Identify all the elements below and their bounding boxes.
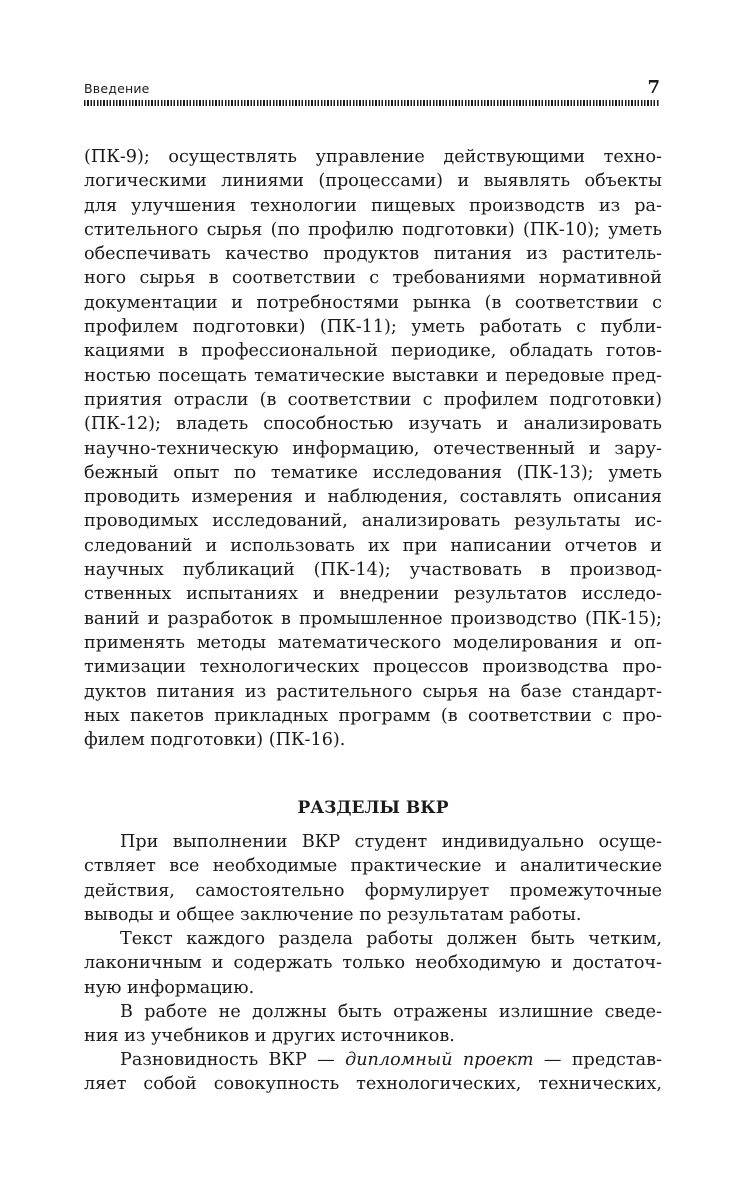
section-heading: РАЗДЕЛЫ ВКР [297,798,449,818]
paragraph-no-excess [84,1000,662,1049]
text-run: Разновидность ВКР — [120,1050,346,1070]
text-line: дуктов питания из растительного сырья на базе стандарт- [84,681,662,702]
text-line: ных пакетов прикладных программ (в соответствии с про- [84,705,662,726]
text-line: логическими линиями (процессами) и выявлять объекты [84,171,662,192]
text-line: следований и использовать их при написании отчетов и [84,535,662,556]
page-number: 7 [647,77,660,98]
text-line: В работе не должны быть отражены излишние сведе- [120,1002,662,1022]
text-line: документации и потребностями рынка (в соответствии с [84,292,662,313]
text-line: филем подготовки) (ПК-16). [84,730,346,751]
text-line: ствляет все необходимые практические и аналитические [84,856,662,877]
text-line: ную информацию. [84,977,255,998]
text-line: Текст каждого раздела работы должен быть четким, [120,929,662,949]
paragraph-competencies [84,145,662,752]
paragraph-diploma-project [84,1048,662,1097]
text-line: кациями в профессиональной периодике, обладать готов- [84,341,662,362]
text-line: обеспечивать качество продуктов питания из раститель- [84,244,662,265]
text-run: — представ- [533,1050,662,1070]
text-line: профилем подготовки) (ПК-11); уметь работать с публи- [84,317,662,338]
text-line: приятия отрасли (в соответствии с профилем подготовки) [84,389,662,410]
text-line: действия, самостоятельно формулирует промежуточные [84,880,662,901]
text-line: ностью посещать тематические выставки и передовые пред- [84,365,662,386]
text-line: проводимых исследований, анализировать результаты ис- [84,511,662,532]
text-line: При выполнении ВКР студент индивидуально осуще- [120,832,662,852]
text-line: ния из учебников и других источников. [84,1026,455,1047]
header-dotted-rule [84,100,660,106]
text-line: ляет собой совокупность технологических, технических, [84,1074,662,1095]
text-line: стительного сырья (по профилю подготовки) (ПК-10); уметь [84,219,662,240]
text-line: ного сырья в соответствии с требованиями нормативной [84,268,662,289]
text-line: для улучшения технологии пищевых производств из ра- [84,195,662,216]
emphasized-term: дипломный проект [345,1050,534,1070]
text-line: бежный опыт по тематике исследования (ПК-13); уметь [84,462,662,483]
text-line: ваний и разработок в промышленное производство (ПК-15); [84,608,662,629]
running-header [84,76,660,106]
paragraph-student-work [84,830,662,927]
text-line: тимизации технологических процессов производства про- [84,657,662,678]
text-line: выводы и общее заключение по результатам работы. [84,904,582,925]
text-line: научно-техническую информацию, отечественный и зару- [84,438,662,459]
text-line: (ПК-12); владеть способностью изучать и анализировать [84,414,662,435]
paragraph-section-text [84,927,662,1000]
text-line: лаконичным и содержать только необходимую и достаточ- [84,953,662,974]
running-title: Введение [84,81,150,96]
text-line: научных публикаций (ПК-14); участвовать в производ- [84,560,662,581]
text-line: (ПК-9); осуществлять управление действующими техно- [84,147,662,167]
text-line: применять методы математического моделирования и оп- [84,632,662,653]
text-line [84,1048,662,1072]
text-line: ственных испытаниях и внедрении результатов исследо- [84,584,662,605]
text-line: проводить измерения и наблюдения, составлять описания [84,487,662,508]
